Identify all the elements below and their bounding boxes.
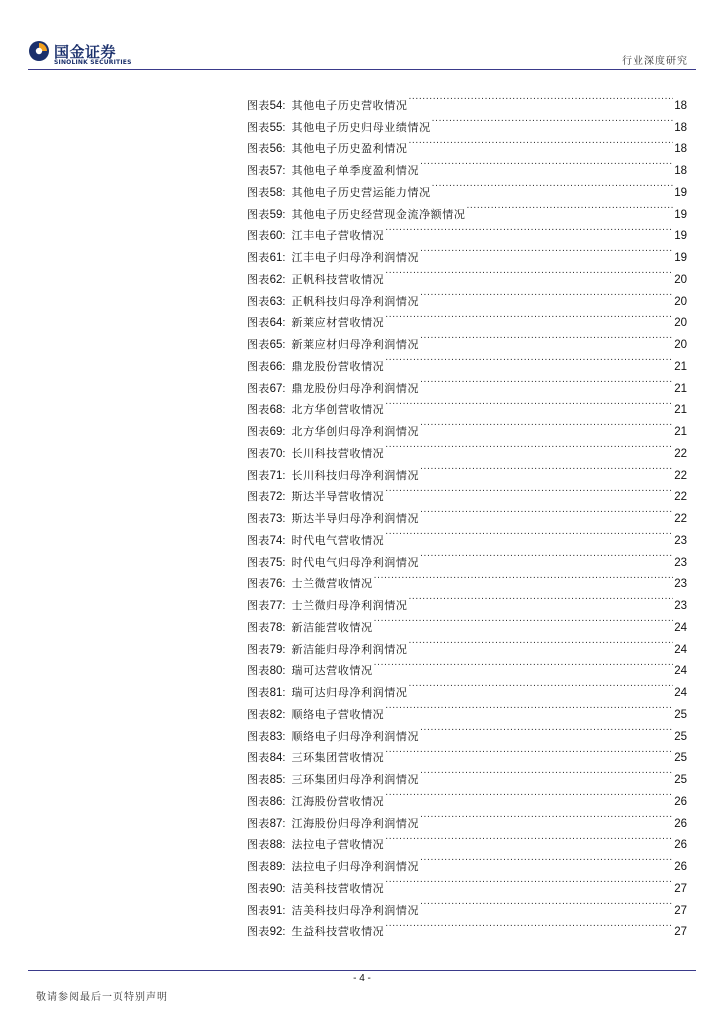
- toc-entry[interactable]: 图表 70 : 长川科技营收情况 ..... 22: [247, 435, 687, 457]
- page-ref: 20: [674, 295, 687, 308]
- page-ref: 18: [674, 121, 687, 134]
- toc-entry[interactable]: 图表 89 : 法拉电子归母净利润情况 ..... 26: [247, 848, 687, 870]
- dot-leader: [385, 522, 673, 544]
- figure-prefix: 图表: [247, 207, 270, 221]
- figure-number: 76: [269, 578, 283, 591]
- figure-number: 87: [269, 817, 283, 830]
- figure-title: 其他电子历史归母业绩情况: [291, 120, 431, 134]
- figure-prefix: 图表: [247, 686, 270, 699]
- toc-entry[interactable]: 图表 56 : 其他电子历史盈利情况 ..... 18: [247, 131, 687, 153]
- toc-entry[interactable]: 图表 91 : 洁美科技归母净利润情况 ..... 27: [247, 892, 687, 914]
- figure-number: 59: [269, 208, 283, 221]
- page-ref: 20: [674, 273, 687, 286]
- figure-prefix: 图表: [247, 555, 270, 569]
- page-ref: 23: [674, 600, 687, 612]
- dot-leader: [420, 761, 673, 783]
- toc-entry[interactable]: 图表 54 : 其他电子历史营收情况 ..... 18: [247, 87, 687, 109]
- figure-title: 洁美科技归母净利润情况: [291, 903, 420, 917]
- figure-prefix: 图表: [247, 512, 270, 525]
- figure-title: 时代电气归母净利润情况: [291, 555, 420, 569]
- toc-entry[interactable]: 图表 81 : 瑞可达归母净利润情况 ..... 24: [247, 674, 687, 696]
- figure-prefix: 图表: [247, 490, 270, 504]
- figure-title: 瑞可达归母净利润情况: [291, 686, 408, 699]
- figure-title: 洁美科技营收情况: [291, 881, 385, 895]
- page-ref: 19: [674, 252, 687, 264]
- toc-entry[interactable]: 图表 58 : 其他电子历史营运能力情况 ..... 19: [247, 174, 687, 196]
- page-ref: 26: [674, 795, 687, 808]
- toc-entry[interactable]: 图表 92 : 生益科技营收情况 ..... 27: [247, 914, 687, 936]
- figure-number: 83: [269, 730, 283, 743]
- figure-title: 新洁能营收情况: [291, 620, 373, 634]
- figure-number: 67: [269, 382, 283, 395]
- toc-entry[interactable]: 图表 86 : 江海股份营收情况 ..... 26: [247, 783, 687, 805]
- dot-leader: [420, 544, 673, 566]
- toc-entry[interactable]: 图表 73 : 斯达半导归母净利润情况 ..... 22: [247, 500, 687, 522]
- page-ref: 22: [674, 513, 687, 525]
- figure-number: 56: [269, 143, 283, 156]
- figure-prefix: 图表: [247, 251, 270, 264]
- dot-leader: [420, 805, 673, 827]
- page-ref: 21: [674, 382, 687, 395]
- dot-leader: [374, 566, 674, 588]
- page-ref: 19: [674, 208, 687, 221]
- page-ref: 21: [674, 426, 687, 438]
- dot-leader: [420, 848, 673, 870]
- figure-title: 顺络电子营收情况: [291, 707, 385, 721]
- figure-title: 斯达半导归母净利润情况: [291, 512, 420, 525]
- logo-chinese-name: 国金证券: [54, 43, 117, 61]
- report-type: 行业深度研究: [622, 56, 688, 67]
- page-ref: 19: [674, 230, 687, 243]
- page-ref: 23: [674, 578, 687, 591]
- dot-leader: [385, 870, 673, 892]
- page-ref: 18: [674, 99, 687, 112]
- figure-title: 法拉电子归母净利润情况: [291, 860, 420, 873]
- figure-title: 正帆科技营收情况: [291, 272, 385, 286]
- figure-title: 瑞可达营收情况: [291, 664, 373, 678]
- figure-prefix: 图表: [247, 359, 270, 373]
- dot-leader: [385, 305, 673, 327]
- figure-prefix: 图表: [247, 816, 270, 830]
- dot-leader: [385, 479, 673, 501]
- figure-prefix: 图表: [247, 620, 270, 634]
- toc-entry[interactable]: 图表 79 : 新洁能归母净利润情况 ..... 24: [247, 631, 687, 653]
- figure-title: 新莱应材营收情况: [291, 316, 385, 330]
- figure-prefix: 图表: [247, 881, 270, 895]
- page-ref: 26: [674, 817, 687, 830]
- figure-number: 73: [269, 513, 283, 525]
- dot-leader: [408, 131, 673, 153]
- figure-number: 57: [269, 165, 283, 177]
- dot-leader: [408, 631, 673, 653]
- figure-prefix: 图表: [247, 403, 270, 417]
- page-ref: 25: [674, 708, 687, 721]
- page-ref: 25: [674, 730, 687, 743]
- figure-title: 鼎龙股份归母净利润情况: [291, 381, 420, 395]
- figure-number: 61: [269, 252, 283, 264]
- figure-title: 江丰电子归母净利润情况: [291, 251, 420, 264]
- figure-prefix: 图表: [247, 98, 270, 112]
- page-ref: 21: [674, 404, 687, 417]
- figure-number: 69: [269, 426, 283, 438]
- figure-prefix: 图表: [247, 773, 270, 786]
- figure-number: 84: [269, 752, 283, 765]
- toc-entry[interactable]: 图表 90 : 洁美科技营收情况 ..... 27: [247, 870, 687, 892]
- toc-entry[interactable]: 图表 63 : 正帆科技归母净利润情况 ..... 20: [247, 283, 687, 305]
- figure-title: 正帆科技归母净利润情况: [291, 294, 420, 308]
- toc-entry[interactable]: 图表 62 : 正帆科技营收情况 ..... 20: [247, 261, 687, 283]
- figure-number: 54: [269, 99, 283, 112]
- disclaimer-note: 敬请参阅最后一页特别声明: [36, 992, 168, 1003]
- figure-number: 88: [269, 839, 283, 852]
- page-ref: 22: [674, 469, 687, 482]
- figure-number: 71: [269, 469, 283, 482]
- page-ref: 22: [674, 491, 687, 504]
- figure-prefix: 图表: [247, 446, 270, 460]
- toc-entry[interactable]: 图表 67 : 鼎龙股份归母净利润情况 ..... 21: [247, 370, 687, 392]
- dot-leader: [420, 457, 673, 479]
- figure-prefix: 图表: [247, 925, 270, 939]
- figure-prefix: 图表: [247, 316, 270, 330]
- figure-title: 时代电气营收情况: [291, 533, 385, 547]
- figure-title: 江海股份营收情况: [291, 794, 385, 808]
- figure-index-list: [247, 87, 687, 939]
- toc-entry[interactable]: 图表 69 : 北方华创归母净利润情况 ..... 21: [247, 413, 687, 435]
- dot-leader: [385, 261, 673, 283]
- page-ref: 24: [674, 643, 687, 656]
- company-logo: [28, 40, 138, 70]
- toc-entry[interactable]: 图表 55 : 其他电子历史归母业绩情况 ..... 18: [247, 109, 687, 131]
- dot-leader: [420, 239, 673, 261]
- figure-number: 66: [269, 360, 283, 373]
- page-ref: 27: [674, 926, 687, 939]
- figure-prefix: 图表: [247, 860, 270, 873]
- figure-prefix: 图表: [247, 381, 270, 395]
- dot-leader: [385, 348, 673, 370]
- page-ref: 27: [674, 882, 687, 895]
- figure-title: 新莱应材归母净利润情况: [291, 338, 420, 351]
- figure-title: 顺络电子归母净利润情况: [291, 729, 420, 743]
- figure-title: 法拉电子营收情况: [291, 838, 385, 852]
- figure-number: 91: [269, 904, 283, 917]
- dot-leader: [420, 500, 673, 522]
- page-ref: 23: [674, 534, 687, 547]
- dot-leader: [408, 674, 673, 696]
- footer-divider: [28, 970, 696, 971]
- toc-entry[interactable]: 图表 83 : 顺络电子归母净利润情况 ..... 25: [247, 718, 687, 740]
- dot-leader: [420, 718, 673, 740]
- figure-prefix: 图表: [247, 838, 270, 852]
- figure-prefix: 图表: [247, 272, 270, 286]
- figure-number: 90: [269, 882, 283, 895]
- figure-number: 77: [269, 600, 283, 612]
- figure-number: 55: [269, 121, 283, 134]
- dot-leader: [420, 152, 673, 174]
- toc-entry[interactable]: 图表 77 : 士兰微归母净利润情况 ..... 23: [247, 587, 687, 609]
- toc-entry[interactable]: 图表 80 : 瑞可达营收情况 ..... 24: [247, 653, 687, 675]
- figure-number: 89: [269, 861, 283, 873]
- figure-prefix: 图表: [247, 164, 270, 177]
- figure-title: 士兰微归母净利润情况: [291, 599, 408, 612]
- figure-title: 江丰电子营收情况: [291, 229, 385, 243]
- toc-entry[interactable]: 图表 76 : 士兰微营收情况 ..... 23: [247, 566, 687, 588]
- figure-number: 58: [269, 186, 283, 199]
- figure-prefix: 图表: [247, 142, 270, 156]
- figure-prefix: 图表: [247, 794, 270, 808]
- toc-entry[interactable]: 图表 66 : 鼎龙股份营收情况 ..... 21: [247, 348, 687, 370]
- figure-prefix: 图表: [247, 120, 270, 134]
- figure-title: 其他电子历史经营现金流净额情况: [291, 207, 466, 221]
- figure-title: 士兰微营收情况: [291, 577, 373, 591]
- dot-leader: [385, 740, 673, 762]
- figure-number: 72: [269, 491, 283, 504]
- figure-number: 70: [269, 447, 283, 460]
- page-ref: 18: [674, 165, 687, 177]
- dot-leader: [432, 109, 674, 131]
- dot-leader: [374, 609, 674, 631]
- toc-entry[interactable]: 图表 84 : 三环集团营收情况 ..... 25: [247, 740, 687, 762]
- toc-entry[interactable]: 图表 78 : 新洁能营收情况 ..... 24: [247, 609, 687, 631]
- page-ref: 25: [674, 774, 687, 786]
- toc-entry[interactable]: 图表 60 : 江丰电子营收情况 ..... 19: [247, 218, 687, 240]
- figure-title: 新洁能归母净利润情况: [291, 642, 408, 656]
- toc-entry[interactable]: 图表 85 : 三环集团归母净利润情况 ..... 25: [247, 761, 687, 783]
- page-ref: 23: [674, 556, 687, 569]
- figure-title: 北方华创营收情况: [291, 403, 385, 417]
- figure-prefix: 图表: [247, 664, 270, 678]
- figure-number: 92: [269, 926, 283, 939]
- figure-title: 其他电子历史营运能力情况: [291, 185, 431, 199]
- toc-entry[interactable]: 图表 87 : 江海股份归母净利润情况 ..... 26: [247, 805, 687, 827]
- page-header: [0, 0, 724, 72]
- page-ref: 19: [674, 186, 687, 199]
- dot-leader: [420, 370, 673, 392]
- figure-number: 64: [269, 317, 283, 330]
- figure-title: 三环集团营收情况: [291, 751, 385, 765]
- toc-entry[interactable]: 图表 82 : 顺络电子营收情况 ..... 25: [247, 696, 687, 718]
- header-divider: [28, 69, 696, 70]
- dot-leader: [420, 283, 673, 305]
- page-ref: 26: [674, 839, 687, 852]
- figure-title: 鼎龙股份营收情况: [291, 359, 385, 373]
- page-ref: 27: [674, 904, 687, 917]
- figure-prefix: 图表: [247, 729, 270, 743]
- toc-entry[interactable]: 图表 75 : 时代电气归母净利润情况 ..... 23: [247, 544, 687, 566]
- dot-leader: [420, 413, 673, 435]
- page-ref: 24: [674, 621, 687, 634]
- page-ref: 20: [674, 339, 687, 351]
- toc-entry[interactable]: 图表 61 : 江丰电子归母净利润情况 ..... 19: [247, 239, 687, 261]
- page-ref: 20: [674, 317, 687, 330]
- dot-leader: [408, 587, 673, 609]
- dot-leader: [385, 914, 673, 936]
- logo-english-name: SINOLINK SECURITIES: [54, 59, 132, 66]
- toc-entry[interactable]: 图表 72 : 斯达半导营收情况 ..... 22: [247, 479, 687, 501]
- figure-prefix: 图表: [247, 229, 270, 243]
- toc-entry[interactable]: 图表 59 : 其他电子历史经营现金流净额情况 ..... 19: [247, 196, 687, 218]
- figure-prefix: 图表: [247, 533, 270, 547]
- figure-number: 60: [269, 230, 283, 243]
- dot-leader: [385, 218, 673, 240]
- page-ref: 25: [674, 752, 687, 765]
- page-ref: 18: [674, 143, 687, 156]
- dot-leader: [408, 87, 673, 109]
- figure-number: 80: [269, 665, 283, 678]
- figure-number: 82: [269, 708, 283, 721]
- toc-entry[interactable]: 图表 64 : 新莱应材营收情况 ..... 20: [247, 305, 687, 327]
- toc-entry[interactable]: 图表 74 : 时代电气营收情况 ..... 23: [247, 522, 687, 544]
- dot-leader: [385, 783, 673, 805]
- page-number: - 4 -: [353, 973, 371, 984]
- figure-prefix: 图表: [247, 425, 270, 438]
- figure-title: 斯达半导营收情况: [291, 490, 385, 504]
- figure-prefix: 图表: [247, 751, 270, 765]
- page-ref: 21: [674, 360, 687, 373]
- figure-number: 74: [269, 534, 283, 547]
- figure-prefix: 图表: [247, 903, 270, 917]
- toc-entry[interactable]: 图表 57 : 其他电子单季度盈利情况 ..... 18: [247, 152, 687, 174]
- figure-prefix: 图表: [247, 642, 270, 656]
- dot-leader: [385, 827, 673, 849]
- figure-number: 68: [269, 404, 283, 417]
- figure-number: 78: [269, 621, 283, 634]
- figure-title: 北方华创归母净利润情况: [291, 425, 420, 438]
- toc-entry[interactable]: 图表 88 : 法拉电子营收情况 ..... 26: [247, 827, 687, 849]
- toc-entry[interactable]: 图表 71 : 长川科技归母净利润情况 ..... 22: [247, 457, 687, 479]
- figure-prefix: 图表: [247, 599, 270, 612]
- figure-title: 其他电子单季度盈利情况: [291, 164, 420, 177]
- sinolink-logo-icon: [28, 40, 50, 62]
- toc-entry[interactable]: 图表 65 : 新莱应材归母净利润情况 ..... 20: [247, 326, 687, 348]
- dot-leader: [420, 892, 673, 914]
- page-ref: 26: [674, 861, 687, 873]
- page-ref: 24: [674, 665, 687, 678]
- figure-number: 86: [269, 795, 283, 808]
- figure-title: 其他电子历史盈利情况: [291, 142, 408, 156]
- figure-prefix: 图表: [247, 707, 270, 721]
- page-ref: 24: [674, 687, 687, 699]
- figure-number: 79: [269, 643, 283, 656]
- figure-title: 长川科技归母净利润情况: [291, 468, 420, 482]
- page-ref: 22: [674, 447, 687, 460]
- toc-entry[interactable]: 图表 68 : 北方华创营收情况 ..... 21: [247, 392, 687, 414]
- dot-leader: [420, 326, 673, 348]
- figure-number: 62: [269, 273, 283, 286]
- dot-leader: [466, 196, 673, 218]
- figure-title: 长川科技营收情况: [291, 446, 385, 460]
- dot-leader: [374, 653, 674, 675]
- figure-title: 其他电子历史营收情况: [291, 98, 408, 112]
- figure-number: 75: [269, 556, 283, 569]
- figure-title: 三环集团归母净利润情况: [291, 773, 420, 786]
- dot-leader: [385, 696, 673, 718]
- figure-prefix: 图表: [247, 338, 270, 351]
- figure-prefix: 图表: [247, 294, 270, 308]
- dot-leader: [385, 435, 673, 457]
- figure-title: 生益科技营收情况: [291, 925, 385, 939]
- figure-prefix: 图表: [247, 468, 270, 482]
- figure-number: 85: [269, 774, 283, 786]
- figure-prefix: 图表: [247, 577, 270, 591]
- figure-number: 65: [269, 339, 283, 351]
- figure-title: 江海股份归母净利润情况: [291, 816, 420, 830]
- figure-number: 81: [269, 687, 283, 699]
- dot-leader: [385, 392, 673, 414]
- figure-prefix: 图表: [247, 185, 270, 199]
- dot-leader: [432, 174, 674, 196]
- figure-number: 63: [269, 295, 283, 308]
